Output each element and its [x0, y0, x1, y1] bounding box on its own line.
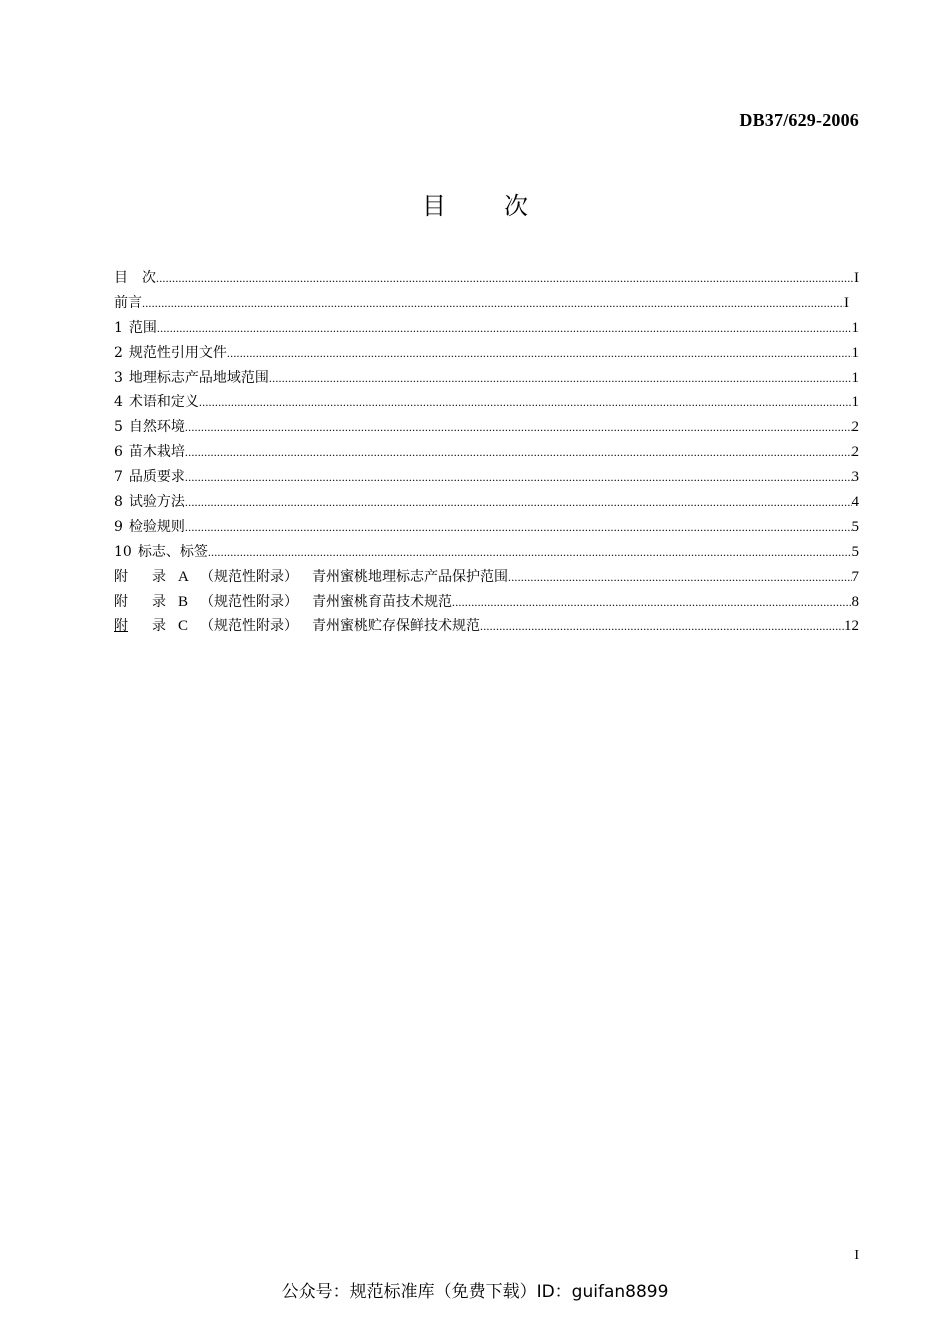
toc-entry-label	[114, 590, 452, 615]
toc-page-number: 4	[851, 494, 859, 511]
toc-entry-3[interactable]	[114, 366, 859, 391]
annex-letter: B	[178, 593, 189, 610]
toc-section-number: 4	[114, 394, 123, 411]
toc-entry-4[interactable]	[114, 390, 859, 415]
toc-entry-label	[114, 490, 185, 515]
toc-label-part1: 目	[114, 270, 128, 286]
dot-leader	[185, 440, 852, 465]
toc-entry-6[interactable]	[114, 440, 859, 465]
toc-section-title: 检验规则	[128, 518, 185, 535]
toc-entry-10[interactable]	[114, 540, 859, 565]
toc-entry-2[interactable]	[114, 341, 859, 366]
toc-entry-label	[114, 266, 156, 291]
toc-entry-label	[114, 316, 157, 341]
toc-entry-label	[114, 390, 199, 415]
annex-letter: C	[178, 618, 189, 635]
toc-section-number: 6	[114, 444, 123, 461]
toc-section-number: 3	[114, 369, 123, 386]
footer-watermark: 公众号：规范标准库（免费下载）ID：guifan8899	[281, 1282, 669, 1302]
toc-entry-label	[114, 366, 269, 391]
toc-entry-5[interactable]	[114, 415, 859, 440]
toc-page-number: 3	[851, 469, 859, 486]
dot-leader	[452, 590, 852, 615]
annex-title: 青州蜜桃育苗技术规范	[312, 593, 452, 610]
toc-page-number: I	[844, 294, 849, 311]
annex-word-2: 录	[152, 568, 166, 585]
toc-page-number: 5	[851, 518, 859, 535]
annex-word-2: 录	[152, 593, 166, 610]
toc-section-number: 8	[114, 494, 123, 511]
toc-section-number: 10	[114, 543, 132, 560]
toc-entry-foreword[interactable]	[114, 291, 859, 316]
toc-section-number: 2	[114, 344, 123, 361]
annex-word-1: 附	[114, 593, 128, 610]
toc-entry-label	[114, 540, 208, 565]
toc-entry-label	[114, 515, 185, 540]
toc-page-number: 5	[851, 543, 859, 560]
toc-entry-label	[114, 465, 185, 490]
toc-page-number: 12	[844, 618, 859, 635]
toc-entry-9[interactable]	[114, 515, 859, 540]
toc-page-number: I	[854, 270, 859, 286]
dot-leader	[156, 266, 854, 291]
toc-section-title: 标志、标签	[137, 543, 208, 560]
dot-leader	[185, 465, 852, 490]
annex-type-note: （规范性附录）	[200, 568, 298, 585]
toc-section-number: 9	[114, 518, 123, 535]
dot-leader	[508, 565, 852, 590]
toc-page-number: 1	[851, 344, 859, 361]
toc-page-number: 1	[851, 394, 859, 411]
annex-type-note: （规范性附录）	[200, 593, 298, 610]
toc-section-number: 7	[114, 469, 123, 486]
toc-entry-contents[interactable]	[114, 266, 859, 291]
toc-section-title: 苗木栽培	[128, 444, 185, 461]
toc-entry-label: 前言	[114, 294, 142, 311]
page-title-part2: 次	[504, 192, 528, 220]
dot-leader	[480, 614, 844, 639]
page-title	[0, 186, 950, 221]
toc-entry-1[interactable]	[114, 316, 859, 341]
dot-leader	[185, 515, 852, 540]
toc-label-part2: 次	[142, 270, 156, 286]
dot-leader	[157, 316, 852, 341]
dot-leader	[185, 490, 852, 515]
annex-word-1: 附	[114, 618, 128, 635]
toc-page-number: 2	[851, 444, 859, 461]
annex-letter: A	[178, 568, 189, 585]
toc-section-title: 范围	[128, 319, 157, 336]
toc-entry-label	[114, 440, 185, 465]
toc-section-title: 试验方法	[128, 494, 185, 511]
page-title-part1: 目	[422, 192, 446, 220]
toc-section-number: 5	[114, 419, 123, 436]
toc-entry-label	[114, 415, 185, 440]
toc-section-number: 1	[114, 319, 123, 336]
annex-word-2: 录	[152, 618, 166, 635]
dot-leader	[199, 390, 852, 415]
toc-section-title: 规范性引用文件	[128, 344, 227, 361]
standard-code: DB37/629-2006	[739, 110, 859, 130]
toc-section-title: 自然环境	[128, 419, 185, 436]
annex-type-note: （规范性附录）	[200, 618, 298, 635]
toc-entry-annex-a[interactable]	[114, 565, 859, 590]
toc-entry-label	[114, 341, 227, 366]
toc-page-number: 2	[851, 419, 859, 436]
toc-section-title: 品质要求	[128, 469, 185, 486]
annex-title: 青州蜜桃贮存保鲜技术规范	[312, 618, 480, 635]
toc-page-number: 1	[851, 369, 859, 386]
dot-leader	[227, 341, 852, 366]
dot-leader	[208, 540, 852, 565]
toc-entry-label	[114, 565, 508, 590]
toc-entry-annex-c[interactable]	[114, 614, 859, 639]
dot-leader	[269, 366, 852, 391]
dot-leader	[142, 291, 844, 316]
table-of-contents	[114, 266, 859, 639]
dot-leader	[185, 415, 852, 440]
annex-title: 青州蜜桃地理标志产品保护范围	[312, 568, 508, 585]
toc-entry-8[interactable]	[114, 490, 859, 515]
toc-entry-7[interactable]	[114, 465, 859, 490]
toc-section-title: 术语和定义	[128, 394, 199, 411]
toc-section-title: 地理标志产品地域范围	[128, 369, 269, 386]
toc-page-number: 7	[851, 568, 859, 585]
toc-page-number: 1	[851, 319, 859, 336]
toc-page-number: 8	[851, 593, 859, 610]
toc-entry-annex-b[interactable]	[114, 590, 859, 615]
page-number: I	[854, 1248, 859, 1263]
toc-entry-label	[114, 614, 480, 639]
annex-word-1: 附	[114, 568, 128, 585]
